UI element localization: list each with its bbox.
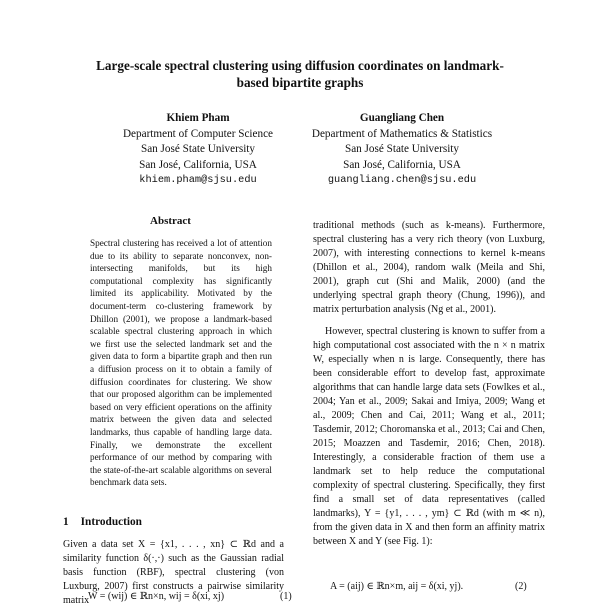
author-university: San José State University bbox=[140, 143, 256, 155]
author-2 bbox=[294, 111, 510, 189]
abstract-text: Spectral clustering has received a lot of attention due to its ability to separate nonconvex, non-intersecting manifolds, but its high computational complexity has significantly limited its applicability. Motivated by the document-term co-clustering framework by Dhillon (2001), we propose a landmark-based scalable spectral clustering approach in which we first use the selected landmark set and the given data to form a bipartite graph and then run a diffusion process on it to obtain a family of diffusion coordinates for clustering. We show that our proposed algorithm can be implemented based on very efficient operations on the affinity matrix between the given data and selected landmarks, thus capable of handling large data. Finally, we demonstrate the excellent performance of our method by comparing with the state-of-the-art scalable algorithms on several benchmark data sets. bbox=[90, 238, 272, 488]
author-name: Guangliang Chen bbox=[359, 112, 445, 124]
intro-paragraph: Given a data set X = {x1, . . . , xn} ⊂ ℝd and a similarity function δ(·,·) such as the Gaussian radial basis function (RBF), spectral clustering (von Luxburg, 2007) first constructs a pairwise similarity matrix bbox=[63, 539, 284, 606]
author-location: San José, California, USA bbox=[343, 158, 461, 171]
author-email: guangliang.chen@sjsu.edu bbox=[327, 174, 477, 186]
right-paragraph-1: traditional methods (such as k-means). Furthermore, spectral clustering has a very rich theory (von Luxburg, 2007), with interesting connections to kernel k-means (Dhillon et al., 2004), random walk (Meila and Shi, 2001), graph cut (Shi and Malik, 2000) (and the underlying spectral graph theory (Chung, 1996)), and matrix perturbation analysis (Ng et al., 2001). bbox=[313, 220, 545, 315]
author-email: khiem.pham@sjsu.edu bbox=[139, 174, 257, 186]
author-university: San José State University bbox=[344, 143, 460, 155]
section-title: Introduction bbox=[80, 516, 142, 528]
right-paragraph-2: However, spectral clustering is known to suffer from a high computational cost associated with the n × n matrix W, especially when n is large. Consequently, there has been considerable effort to develop fast, approximate algorithms that can handle large data sets (Fowlkes et al., 2004; Yan et al., 2009; Sakai and Imiya, 2009; Wang et al., 2009; Chen and Cai, 2011; Wang et al., 2011; Tasdemir, 2012; Choromanska et al., 2013; Cai and Chen, 2015; Moazzen and Tasdemir, 2016; Chen, 2018). Interestingly, a considerable fraction of them use a landmark set to help reduce the computational complexity of spectral clustering. Specifically, they first find a small set of data representatives (called landmarks), Y = {y1, . . . , ym} ⊂ ℝd (with m ≪ n), from the given data in X and then form an affinity matrix between X and Y (see Fig. 1): bbox=[313, 326, 545, 547]
equation-1-number: (1) bbox=[280, 591, 292, 602]
equation-1: W = (wij) ∈ ℝn×n, wij = δ(xi, xj) bbox=[88, 591, 225, 602]
section-number: 1 bbox=[63, 516, 69, 528]
author-department: Department of Computer Science bbox=[122, 127, 274, 140]
abstract-heading: Abstract bbox=[150, 215, 191, 227]
paper-title: Large-scale spectral clustering using diffusion coordinates on landmark-based bipartite graphs bbox=[96, 58, 504, 90]
author-location: San José, California, USA bbox=[139, 158, 257, 171]
author-department: Department of Mathematics & Statistics bbox=[311, 127, 493, 140]
author-name: Khiem Pham bbox=[166, 112, 230, 124]
equation-2: A = (aij) ∈ ℝn×m, aij = δ(xi, yj). bbox=[330, 581, 464, 592]
section-heading bbox=[63, 516, 142, 528]
author-1 bbox=[98, 111, 298, 189]
equation-2-number: (2) bbox=[515, 581, 527, 592]
